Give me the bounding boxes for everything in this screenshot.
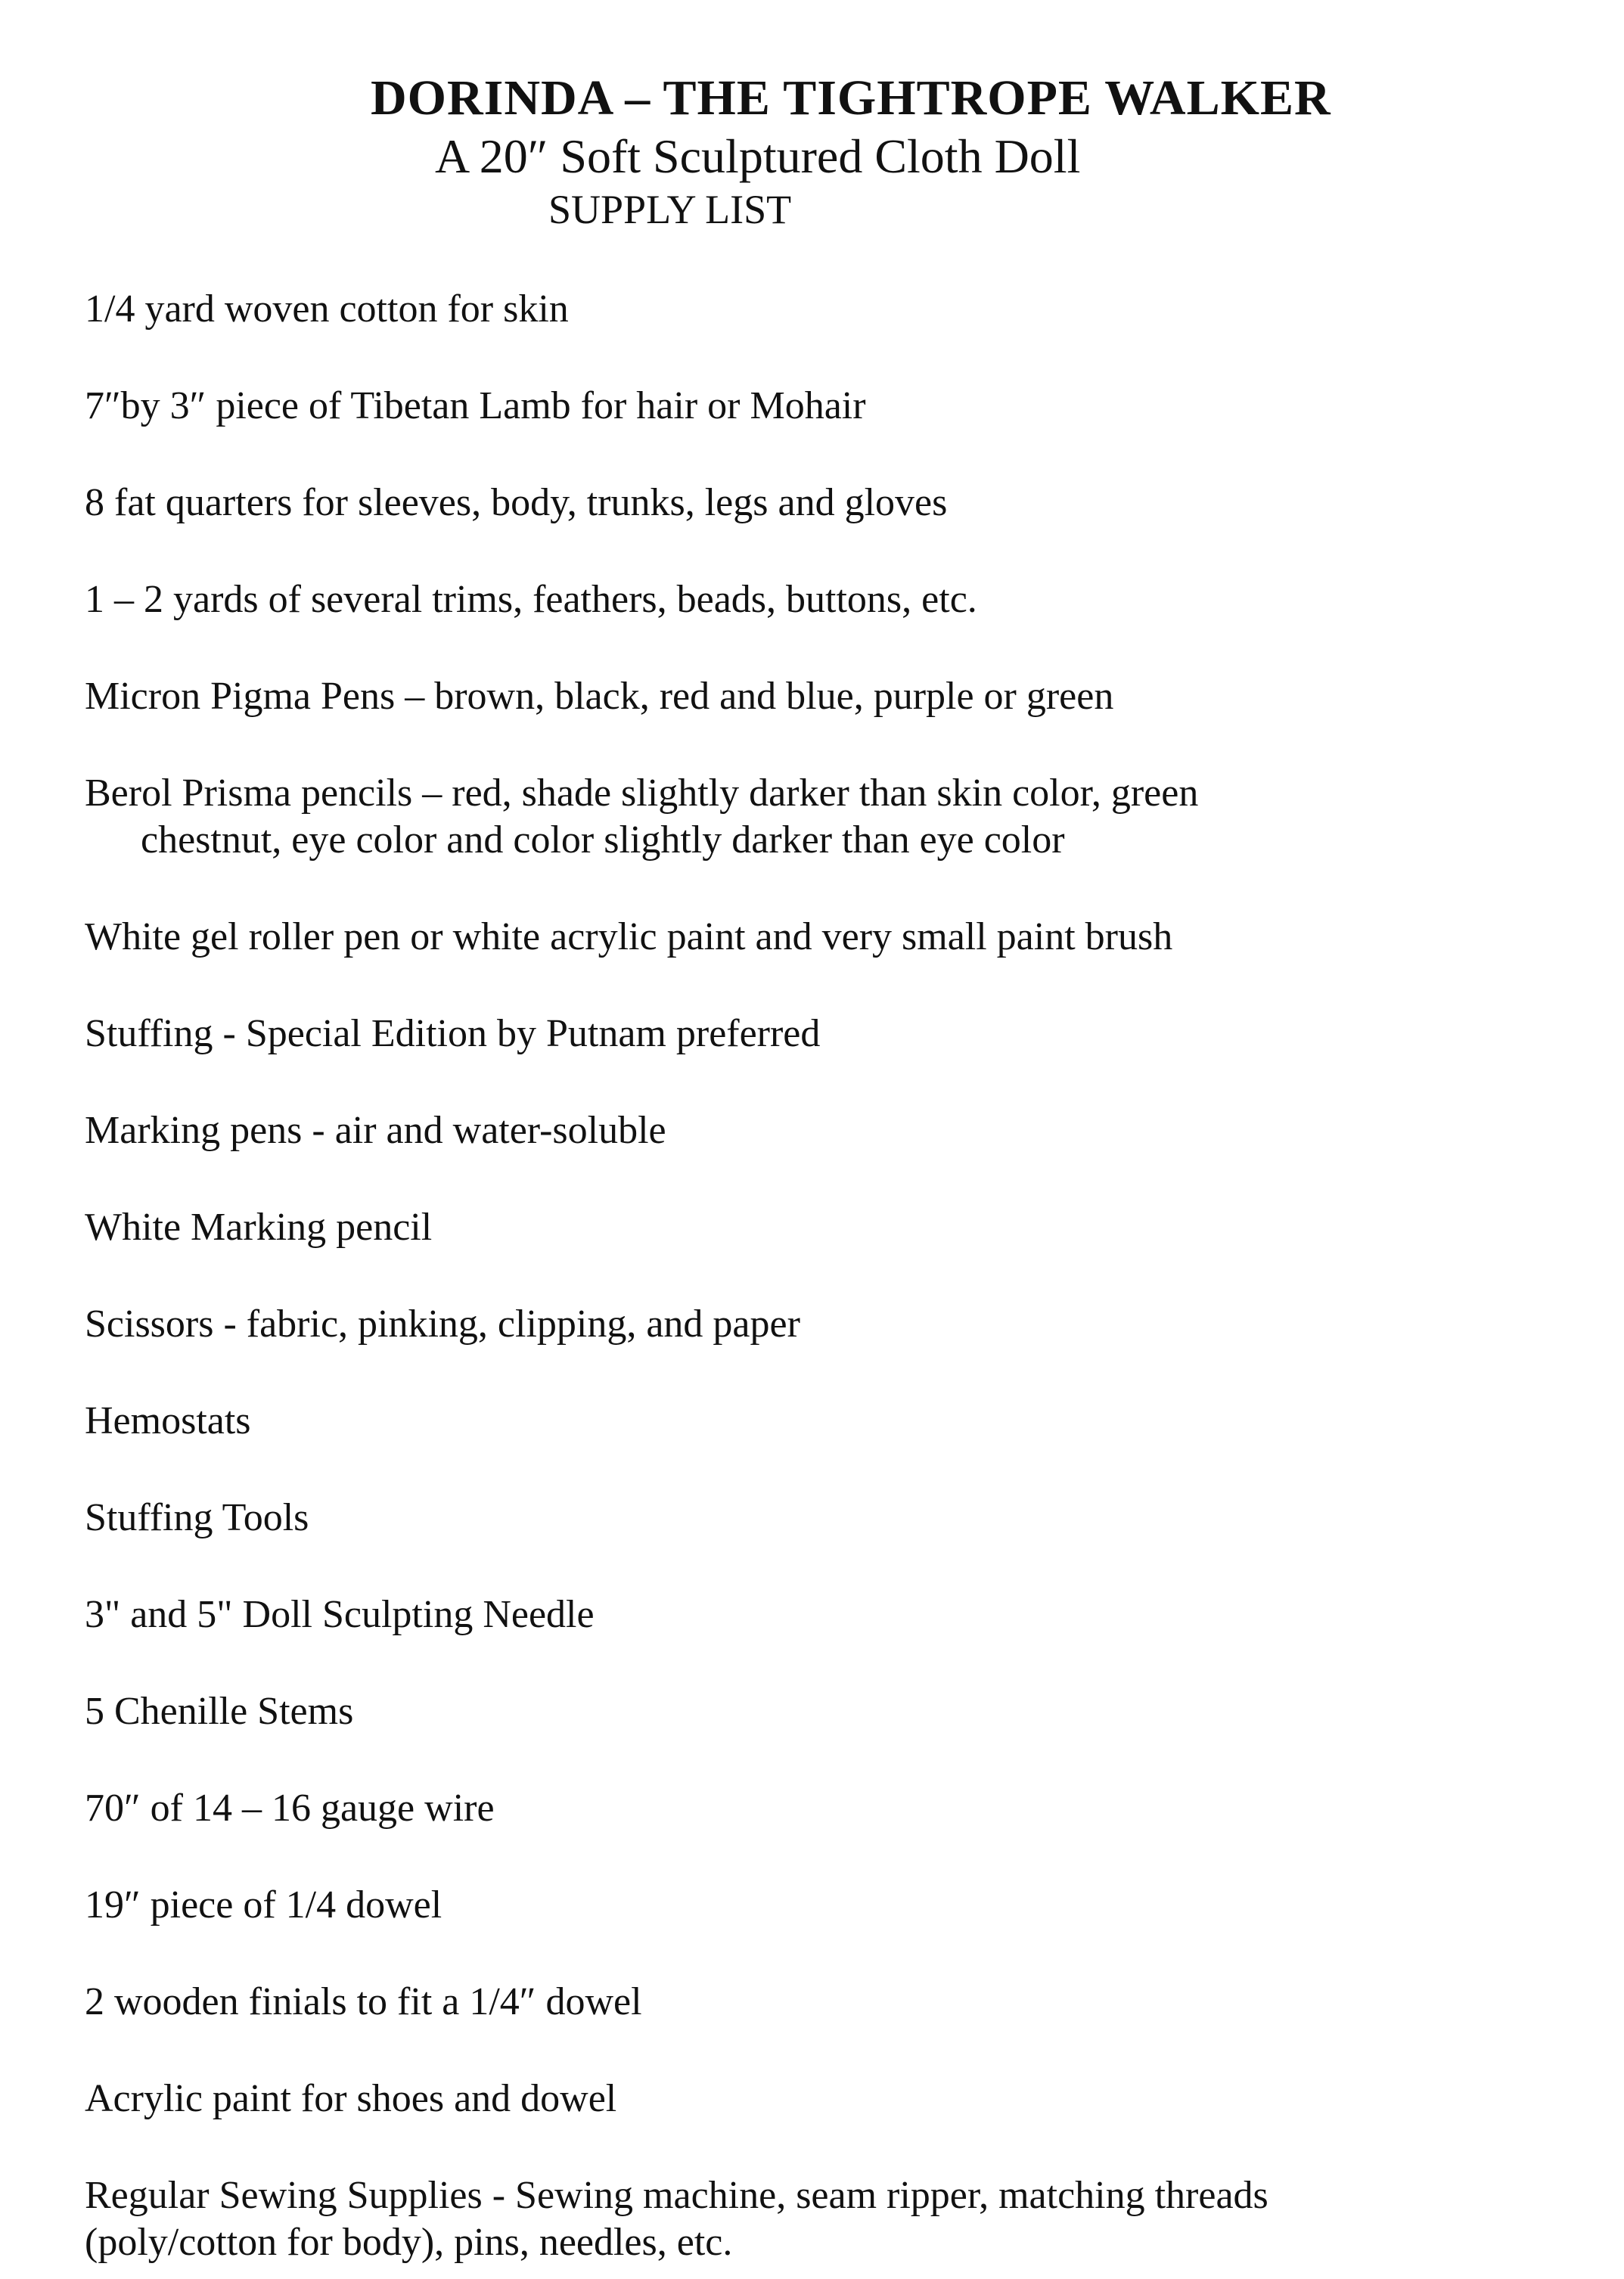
supply-item xyxy=(85,480,1598,576)
supply-item-text: Regular Sewing Supplies - Sewing machine, seam ripper, matching threads xyxy=(85,2174,1268,2217)
supply-item xyxy=(85,914,1598,1011)
supply-item xyxy=(85,1979,1598,2076)
supply-list xyxy=(85,286,1598,2269)
supply-item xyxy=(85,1301,1598,1398)
supply-item-text: Stuffing Tools xyxy=(85,1496,309,1539)
supply-item xyxy=(85,770,1598,914)
supply-item-text: 1 – 2 yards of several trims, feathers, beads, buttons, etc. xyxy=(85,578,977,621)
supply-item-text: 8 fat quarters for sleeves, body, trunks, legs and gloves xyxy=(85,481,948,524)
supply-item-text: White Marking pencil xyxy=(85,1206,433,1249)
supply-item-text: Berol Prisma pencils – red, shade slightly darker than skin color, green xyxy=(85,772,1199,815)
supply-item-text: Hemostats xyxy=(85,1399,251,1442)
supply-item-text: 3" and 5" Doll Sculpting Needle xyxy=(85,1593,595,1636)
supply-item xyxy=(85,1011,1598,1107)
supply-item xyxy=(85,1785,1598,1882)
supply-item-text: White gel roller pen or white acrylic paint and very small paint brush xyxy=(85,915,1173,958)
document-title: DORINDA – THE TIGHTROPE WALKER xyxy=(371,70,1331,126)
document-subtitle: A 20″ Soft Sculptured Cloth Doll xyxy=(435,129,1081,183)
supply-item xyxy=(85,1204,1598,1301)
supply-item-text: Micron Pigma Pens – brown, black, red and blue, purple or green xyxy=(85,675,1114,718)
supply-item xyxy=(85,576,1598,673)
supply-item xyxy=(85,1495,1598,1591)
supply-item-text: Stuffing - Special Edition by Putnam preferred xyxy=(85,1012,821,1055)
supply-item-text: 1/4 yard woven cotton for skin xyxy=(85,287,569,331)
supply-item xyxy=(85,2172,1598,2269)
supply-item xyxy=(85,383,1598,480)
supply-item xyxy=(85,286,1598,383)
supply-item-text: 7″by 3″ piece of Tibetan Lamb for hair or Mohair xyxy=(85,384,866,427)
supply-item-text: 70″ of 14 – 16 gauge wire xyxy=(85,1787,495,1830)
supply-item xyxy=(85,1107,1598,1204)
supply-item xyxy=(85,1688,1598,1785)
supply-item xyxy=(85,1591,1598,1688)
supply-item-continuation: (poly/cotton for body), pins, needles, etc. xyxy=(85,2221,733,2264)
supply-item xyxy=(85,1882,1598,1979)
supply-item-text: 2 wooden finials to fit a 1/4″ dowel xyxy=(85,1980,642,2023)
supply-item-text: Scissors - fabric, pinking, clipping, and paper xyxy=(85,1303,800,1346)
supply-list-heading: SUPPLY LIST xyxy=(548,187,792,232)
supply-item-text: 19″ piece of 1/4 dowel xyxy=(85,1883,442,1927)
supply-item xyxy=(85,2076,1598,2172)
supply-item-continuation: chestnut, eye color and color slightly darker than eye color xyxy=(141,818,1065,862)
supply-item-text: 5 Chenille Stems xyxy=(85,1690,354,1733)
supply-item-text: Acrylic paint for shoes and dowel xyxy=(85,2077,617,2120)
supply-item-text: Marking pens - air and water-soluble xyxy=(85,1109,666,1152)
supply-item xyxy=(85,1398,1598,1495)
supply-item xyxy=(85,673,1598,770)
